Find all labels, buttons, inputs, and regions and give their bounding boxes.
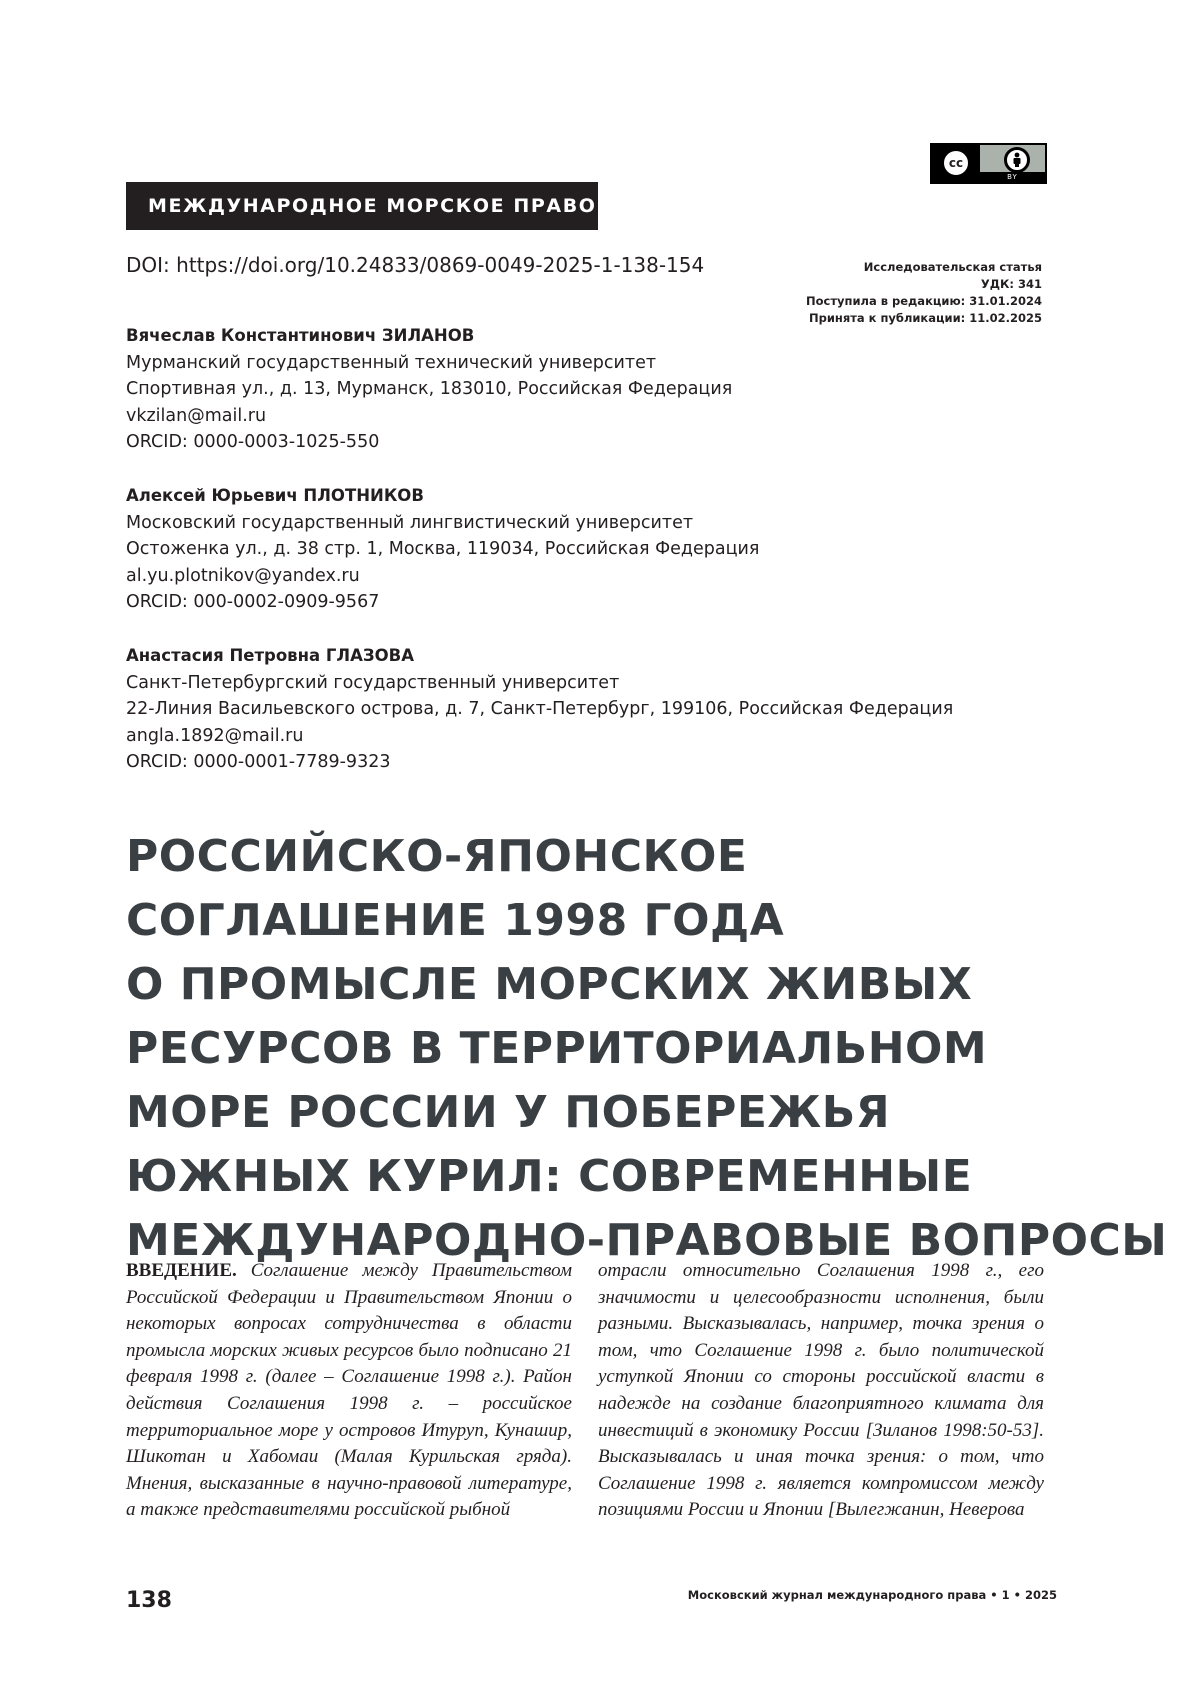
section-banner: МЕЖДУНАРОДНОЕ МОРСКОЕ ПРАВО — [126, 182, 598, 230]
by-label: BY — [980, 172, 1045, 182]
journal-footer: Московский журнал международного права • 1 • 2025 — [687, 1588, 1057, 1602]
author-block — [126, 323, 732, 456]
author-name: Алексей Юрьевич ПЛОТНИКОВ — [126, 486, 424, 505]
title-line: СОГЛАШЕНИЕ 1998 ГОДА — [126, 895, 785, 946]
attribution-person-icon — [1004, 147, 1030, 173]
author-affiliation: Мурманский государственный технический университет — [126, 352, 657, 373]
cc-by-license-badge — [930, 143, 1047, 184]
body-column-left — [126, 1258, 572, 1524]
author-orcid: ORCID: 000-0002-0909-9567 — [126, 592, 380, 612]
author-affiliation: Московский государственный лингвистический университет — [126, 512, 694, 533]
accepted-date: Принята к публикации: 11.02.2025 — [809, 311, 1042, 325]
title-line: О ПРОМЫСЛЕ МОРСКИХ ЖИВЫХ — [126, 959, 973, 1010]
author-orcid: ORCID: 0000-0003-1025-550 — [126, 432, 380, 452]
title-line: МЕЖДУНАРОДНО-ПРАВОВЫЕ ВОПРОСЫ — [126, 1215, 1168, 1266]
author-name: Анастасия Петровна ГЛАЗОВА — [126, 646, 414, 665]
udc-code: УДК: 341 — [980, 277, 1042, 291]
author-block — [126, 483, 759, 616]
article-type: Исследовательская статья — [863, 260, 1042, 274]
received-date: Поступила в редакцию: 31.01.2024 — [806, 294, 1042, 308]
title-line: РЕСУРСОВ В ТЕРРИТОРИАЛЬНОМ — [126, 1023, 988, 1074]
author-email[interactable]: al.yu.plotnikov@yandex.ru — [126, 565, 360, 586]
author-address: 22-Линия Васильевского острова, д. 7, Санкт-Петербург, 199106, Российская Федерация — [126, 699, 954, 719]
author-email[interactable]: vkzilan@mail.ru — [126, 405, 267, 426]
author-email[interactable]: angla.1892@mail.ru — [126, 725, 304, 746]
article-meta — [806, 259, 1042, 327]
body-text-right: отрасли относительно Соглашения 1998 г., его значимости и целесообразности исполнения, были разными. Высказывалась, например, точка зрения о том, что Соглашение 1998 г. было политической уступкой Японии со стороны российской власти в надежде на создание благоприятного климата для инвестиций в экономику России [Зиланов 1998:50-53]. Высказывалась и иная точка зрения: о том, что Соглашение 1998 г. является компромиссом между позициями России и Японии [Вылегжанин, Неверова — [598, 1260, 1044, 1521]
author-address: Остоженка ул., д. 38 стр. 1, Москва, 119034, Российская Федерация — [126, 539, 760, 559]
body-text-left: Соглашение между Правительством Российской Федерации и Правительством Японии о некоторых вопросах сотрудничества в области промысла морских живых ресурсов было подписано 21 февраля 1998 г. (далее – Соглашение 1998 г.). Район действия Соглашения 1998 г. – российское территориальное море у островов Итуруп, Кунашир, Шикотан и Хабомаи (Малая Курильская гряда). Мнения, высказанные в научно-правовой литературе, а также представителями российской рыбной — [126, 1260, 572, 1521]
author-address: Спортивная ул., д. 13, Мурманск, 183010, Российская Федерация — [126, 379, 733, 399]
author-orcid: ORCID: 0000-0001-7789-9323 — [126, 752, 391, 772]
page-number: 138 — [126, 1588, 172, 1613]
doi-link[interactable]: DOI: https://doi.org/10.24833/0869-0049-2025-1-138-154 — [126, 253, 705, 277]
author-affiliation: Санкт-Петербургский государственный университет — [126, 672, 620, 693]
title-line: ЮЖНЫХ КУРИЛ: СОВРЕМЕННЫЕ — [126, 1151, 973, 1202]
section-heading-introduction: ВВЕДЕНИЕ. — [126, 1260, 237, 1281]
title-line: РОССИЙСКО-ЯПОНСКОЕ — [126, 831, 748, 882]
author-name: Вячеслав Константинович ЗИЛАНОВ — [126, 326, 475, 345]
author-block — [126, 643, 953, 776]
cc-icon: cc — [941, 148, 971, 178]
title-line: МОРЕ РОССИИ У ПОБЕРЕЖЬЯ — [126, 1087, 891, 1138]
body-column-right — [598, 1258, 1044, 1524]
article-title — [126, 825, 1167, 1273]
